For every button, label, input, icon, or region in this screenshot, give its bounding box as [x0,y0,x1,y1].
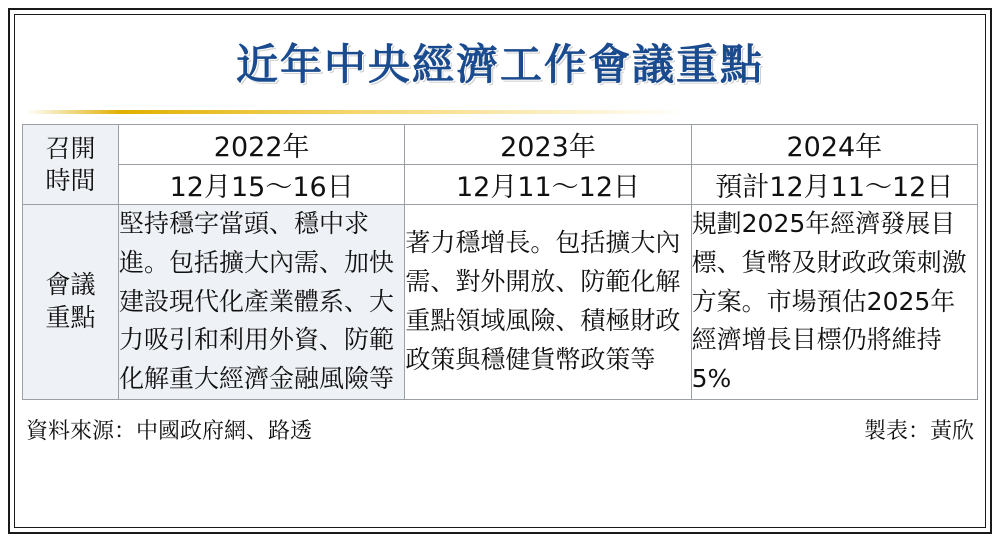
date-2024: 預計12月11～12日 [691,165,977,205]
points-2024: 規劃2025年經濟發展目標、貨幣及財政政策刺激方案。市場預估2025年經濟增長目標仍將維持5% [691,205,977,400]
year-2023: 2023年 [405,125,691,165]
points-2023: 著力穩增長。包括擴大內需、對外開放、防範化解重點領域風險、積極財政政策與穩健貨幣政策等 [405,205,691,400]
row-label-key-points-line1: 會議 [45,270,96,300]
table-row-dates [23,165,978,205]
date-2022: 12月15～16日 [119,165,405,205]
row-label-meeting-time-line2: 時間 [45,165,96,195]
row-label-meeting-time [23,125,119,205]
page-title: 近年中央經濟工作會議重點 [235,40,764,89]
table-row-years [23,125,978,165]
points-2022: 堅持穩字當頭、穩中求進。包括擴大內需、加快建設現代化產業體系、大力吸引和利用外資、防範化解重大經濟金融風險等 [119,205,405,400]
content-area [22,20,978,520]
row-label-key-points [23,205,119,400]
table-row-key-points [23,205,978,400]
year-2022: 2022年 [119,125,405,165]
row-label-key-points-line2: 重點 [45,302,96,332]
credit-note: 製表：黃欣 [863,418,974,444]
comparison-table [22,124,978,400]
date-2023: 12月11～12日 [405,165,691,205]
source-note: 資料來源：中國政府網、路透 [26,418,313,444]
row-label-meeting-time-line1: 召開 [45,134,96,164]
title-divider [26,110,974,114]
footer [22,414,978,445]
title-block [22,20,978,98]
year-2024: 2024年 [691,125,977,165]
